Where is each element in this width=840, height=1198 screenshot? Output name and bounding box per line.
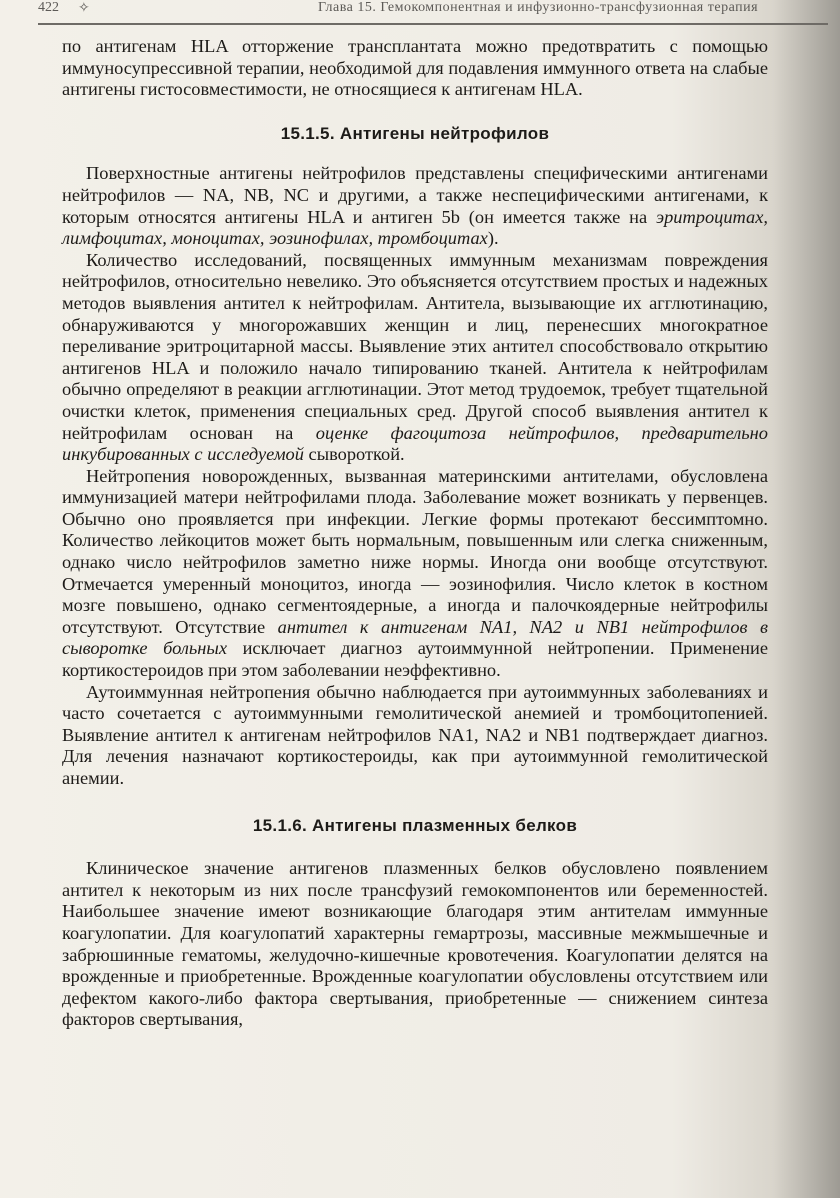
paragraph-autoimmune-neutropenia: Аутоиммунная нейтропения обычно наблюдается при аутоиммунных заболеваниях и часто сочетается с аутоиммунными гемолитической анемией и тромбоцитопенией. Выявление антител к антигенам нейтрофилов NA1, NA2 и NB1 подтверждает диагноз. Для лечения назначают кортикостероиды, как при аутоиммунной гемолитической анемии. [62, 681, 768, 788]
header-divider [38, 23, 828, 25]
intro-paragraph: по антигенам HLA отторжение трансплантата можно предотвратить с помощью иммуносупрессивной терапии, необходимой для подавления иммунного ответа на слабые антигены гистосовместимости, не относящиеся к антигенам HLA. [62, 36, 768, 100]
text-run: Количество исследований, посвященных иммунным механизмам повреждения нейтрофилов, относительно невелико. Это объясняется отсутствием простых и надежных методов выявления антител к нейтрофилам. Антитела, вызывающие их агглютинацию, обнаруживаются у многорожавших женщин и лиц, перенесших многократное переливание эритроцитарной массы. Выявление этих антител способствовало открытию антигенов HLA и положило начало типированию тканей. Антитела к нейтрофилам обычно определяют в реакции агглютинации. Этот метод трудоемок, требует тщательной очистки клеток, применения специальных сред. Другой способ выявления антител к нейтрофилам основан на [62, 249, 768, 443]
page-body [62, 36, 768, 1031]
page-number: 422 [38, 0, 59, 15]
text-run: ). [487, 228, 499, 249]
paragraph-neutrophil-antibody-studies [62, 250, 768, 466]
text-run: сывороткой. [303, 444, 405, 465]
italic-text-run: эритроцитах, лимфоцитах, моноцитах, эозинофилах, тромбоцитах [62, 206, 768, 249]
text-run: Поверхностные антигены нейтрофилов представлены специфическими антигенами нейтрофилов — NA, NB, NC и другими, а также неспецифическими антигенами, к которым относятся антигены HLA и антиген 5b (он имеется также на [62, 163, 768, 227]
section-heading-neutrophil-antigens: 15.1.5. Антигены нейтрофилов [280, 123, 550, 143]
paragraph-neonatal-neutropenia [62, 466, 768, 682]
page-header [38, 0, 828, 22]
italic-text-run: антител к антигенам NA1, NA2 и NB1 нейтрофилов в сыворотке больных [62, 616, 768, 659]
italic-text-run: оценке фагоцитоза нейтрофилов, предварительно инкубированных с исследуемой [62, 422, 768, 465]
text-run: Нейтропения новорожденных, вызванная материнскими антителами, обусловлена иммунизацией матери нейтрофилами плода. Заболевание может возникать у первенцев. Обычно оно проявляется при инфекции. Легкие формы протекают бессимптомно. Количество лейкоцитов может быть нормальным, повышенным или слегка сниженным, однако число нейтрофилов заметно ниже нормы. Иногда они вообще отсутствуют. Отмечается умеренный моноцитоз, иногда — эозинофилия. Число клеток в костном мозге повышено, однако сегментоядерные, а иногда и палочкоядерные нейтрофилы отсутствуют. Отсутствие [62, 465, 768, 637]
ornament-icon: ✧ [78, 1, 90, 16]
section-heading-plasma-protein-antigens: 15.1.6. Антигены плазменных белков [252, 815, 578, 835]
text-run: исключает диагноз аутоиммунной нейтропении. Применение кортикостероидов при этом заболевании неэффективно. [62, 638, 768, 681]
paragraph-neutrophil-surface-antigens [62, 163, 768, 249]
paragraph-plasma-protein-antigens: Клиническое значение антигенов плазменных белков обусловлено появлением антител к некоторым из них после трансфузий гемокомпонентов или беременностей. Наибольшее значение имеют возникающие благодаря этим антителам иммунные коагулопатии. Для коагулопатий характерны гемартрозы, массивные межмышечные и забрюшинные гематомы, желудочно-кишечные кровотечения. Коагулопатии делятся на врожденные и приобретенные. Врожденные коагулопатии обусловлены отсутствием или дефектом какого-либо фактора свертывания, приобретенные — снижением синтеза факторов свертывания, [62, 858, 768, 1030]
running-title: Глава 15. Гемокомпонентная и инфузионно-трансфузионная терапия [318, 0, 759, 15]
